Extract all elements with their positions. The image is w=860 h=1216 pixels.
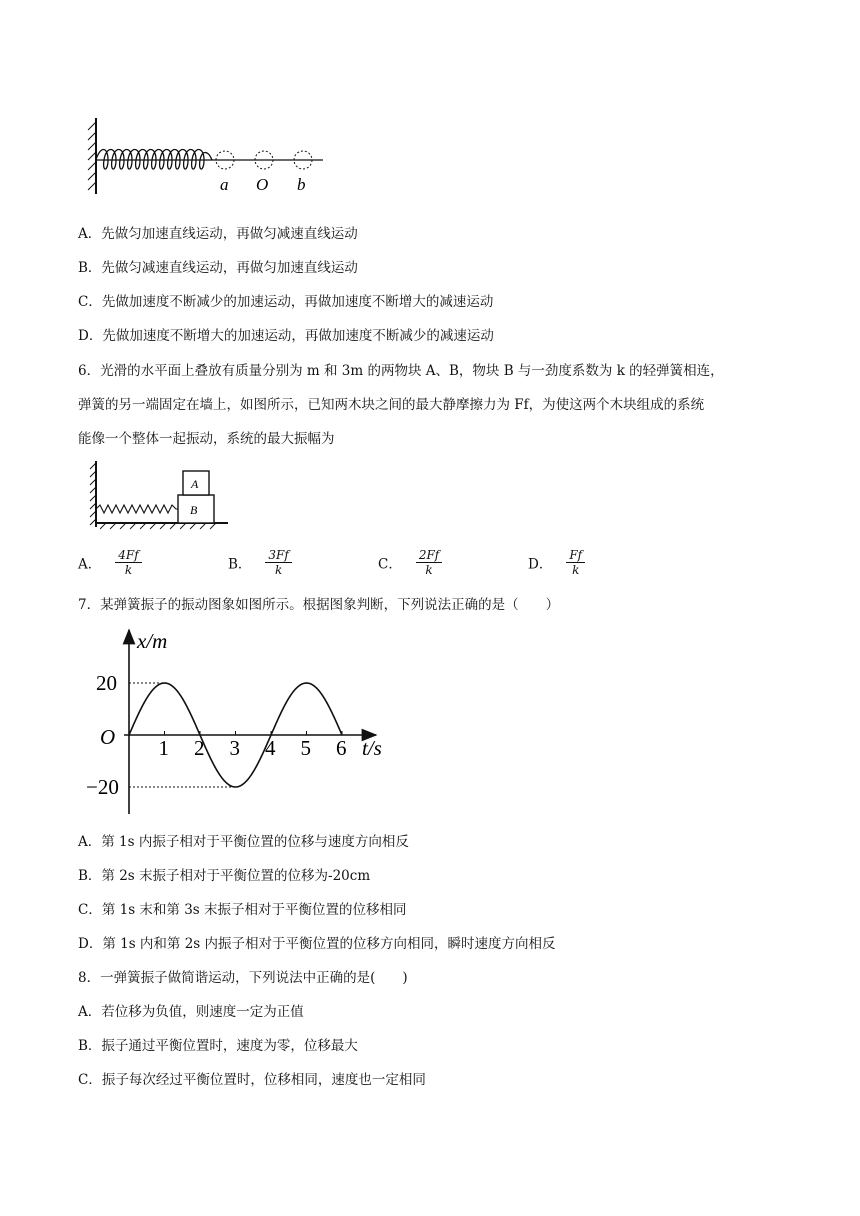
label-o: O bbox=[256, 175, 269, 194]
q6-option-c bbox=[378, 548, 442, 577]
block-a-label: A bbox=[191, 477, 199, 491]
x-tick-label-5: 5 bbox=[300, 736, 311, 760]
q6-option-d-numerator: Ff bbox=[566, 548, 585, 563]
stacked-blocks-figure bbox=[88, 459, 230, 531]
q8-stem: 8．一弹簧振子做简谐运动，下列说法中正确的是( ) bbox=[78, 970, 408, 986]
q8-option-a: A．若位移为负值，则速度一定为正值 bbox=[78, 1004, 304, 1020]
y-axis-label: x/m bbox=[137, 629, 168, 653]
q6-option-a-label: A． bbox=[78, 556, 102, 573]
vibration-graph bbox=[82, 622, 392, 820]
y-tick-label-minus-20: −20 bbox=[86, 775, 119, 799]
q6-option-d bbox=[528, 548, 585, 577]
q6-option-c-denominator: k bbox=[425, 563, 433, 577]
q6-stem-line-3: 能像一个整体一起振动，系统的最大振幅为 bbox=[78, 431, 335, 447]
origin-label: O bbox=[100, 725, 116, 749]
q6-option-a-numerator: 4Ff bbox=[115, 548, 141, 563]
q6-option-b-numerator: 3Ff bbox=[265, 548, 291, 563]
q6-option-b-denominator: k bbox=[274, 563, 283, 577]
q6-option-a-denominator: k bbox=[124, 563, 133, 577]
y-tick-label-20: 20 bbox=[96, 671, 117, 695]
x-tick-label-3: 3 bbox=[229, 736, 240, 760]
q6-option-b-label: B． bbox=[228, 556, 252, 573]
q8-option-b: B．振子通过平衡位置时，速度为零，位移最大 bbox=[78, 1038, 358, 1054]
x-tick-label-1: 1 bbox=[158, 736, 169, 760]
x-tick-label-4: 4 bbox=[265, 736, 276, 760]
q7-option-a: A．第 1s 内振子相对于平衡位置的位移与速度方向相反 bbox=[78, 834, 409, 850]
q6-stem-line-1: 6．光滑的水平面上叠放有质量分别为 m 和 3m 的两物块 A、B，物块 B 与一劲度系数为 k 的轻弹簧相连， bbox=[78, 363, 724, 379]
q7-stem: 7．某弹簧振子的振动图象如图所示。根据图象判断，下列说法正确的是（ ） bbox=[78, 597, 560, 613]
spring-zigzag bbox=[96, 505, 178, 513]
q5-option-c: C．先做加速度不断减少的加速运动，再做加速度不断增大的减速运动 bbox=[78, 294, 494, 310]
q6-option-c-numerator: 2Ff bbox=[416, 548, 442, 563]
q7-option-b: B．第 2s 末振子相对于平衡位置的位移为-20cm bbox=[78, 868, 371, 884]
spring-coil bbox=[96, 150, 212, 170]
q5-option-b: B．先做匀减速直线运动，再做匀加速直线运动 bbox=[78, 260, 358, 276]
x-tick-label-6: 6 bbox=[336, 736, 347, 760]
spring-oscillator-figure bbox=[86, 116, 331, 196]
q5-option-a: A．先做匀加速直线运动，再做匀减速直线运动 bbox=[78, 226, 358, 242]
q6-option-d-denominator: k bbox=[572, 563, 580, 577]
label-a: a bbox=[220, 175, 229, 194]
q7-option-c: C．第 1s 末和第 3s 末振子相对于平衡位置的位移相同 bbox=[78, 902, 407, 918]
block-b-label: B bbox=[190, 503, 198, 517]
q8-option-c: C．振子每次经过平衡位置时，位移相同，速度也一定相同 bbox=[78, 1072, 426, 1088]
q6-option-a bbox=[78, 548, 142, 577]
q6-stem-line-2: 弹簧的另一端固定在墙上，如图所示，已知两木块之间的最大静摩擦力为 Ff，为使这两个木块组成的系统 bbox=[78, 397, 705, 413]
q6-option-b bbox=[228, 548, 292, 577]
x-tick-label-2: 2 bbox=[194, 736, 205, 760]
label-b: b bbox=[297, 175, 306, 194]
q6-option-c-label: C． bbox=[378, 556, 402, 573]
x-axis-label: t/s bbox=[362, 736, 382, 760]
q6-option-d-label: D． bbox=[528, 556, 553, 573]
q5-option-d: D．先做加速度不断增大的加速运动，再做加速度不断减少的减速运动 bbox=[78, 328, 494, 344]
q7-option-d: D．第 1s 内和第 2s 内振子相对于平衡位置的位移方向相同，瞬时速度方向相反 bbox=[78, 936, 556, 952]
